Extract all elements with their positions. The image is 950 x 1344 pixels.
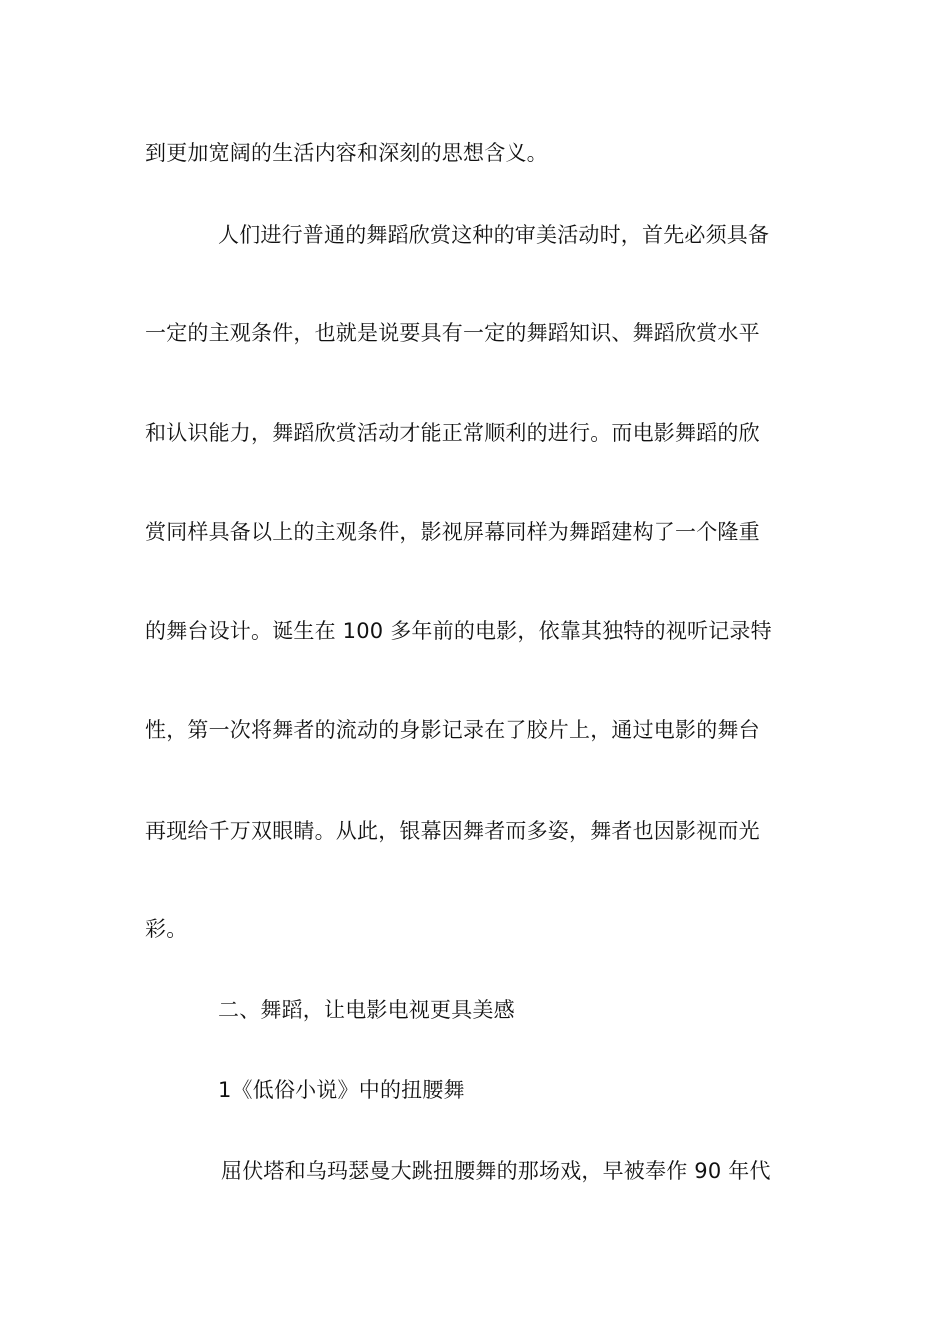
paragraph-line: 性，第一次将舞者的流动的身影记录在了胶片上，通过电影的舞台 [145, 718, 760, 742]
paragraph-line: 屈伏塔和乌玛瑟曼大跳扭腰舞的那场戏，早被奉作 90 年代 [221, 1159, 771, 1183]
paragraph-line: 一定的主观条件，也就是说要具有一定的舞蹈知识、舞蹈欣赏水平 [145, 321, 760, 345]
paragraph-line: 到更加宽阔的生活内容和深刻的思想含义。 [145, 141, 548, 165]
paragraph-line: 人们进行普通的舞蹈欣赏这种的审美活动时，首先必须具备 [218, 223, 770, 247]
subsection-heading: 1《低俗小说》中的扭腰舞 [218, 1078, 465, 1102]
section-heading: 二、舞蹈，让电影电视更具美感 [218, 998, 515, 1022]
paragraph-line: 再现给千万双眼睛。从此，银幕因舞者而多姿，舞者也因影视而光 [145, 819, 760, 843]
paragraph-line: 和认识能力，舞蹈欣赏活动才能正常顺利的进行。而电影舞蹈的欣 [145, 421, 760, 445]
paragraph-line: 彩。 [145, 917, 188, 941]
paragraph-line: 赏同样具备以上的主观条件，影视屏幕同样为舞蹈建构了一个隆重 [145, 520, 760, 544]
paragraph-line: 的舞台设计。诞生在 100 多年前的电影，依靠其独特的视听记录特 [145, 619, 772, 643]
